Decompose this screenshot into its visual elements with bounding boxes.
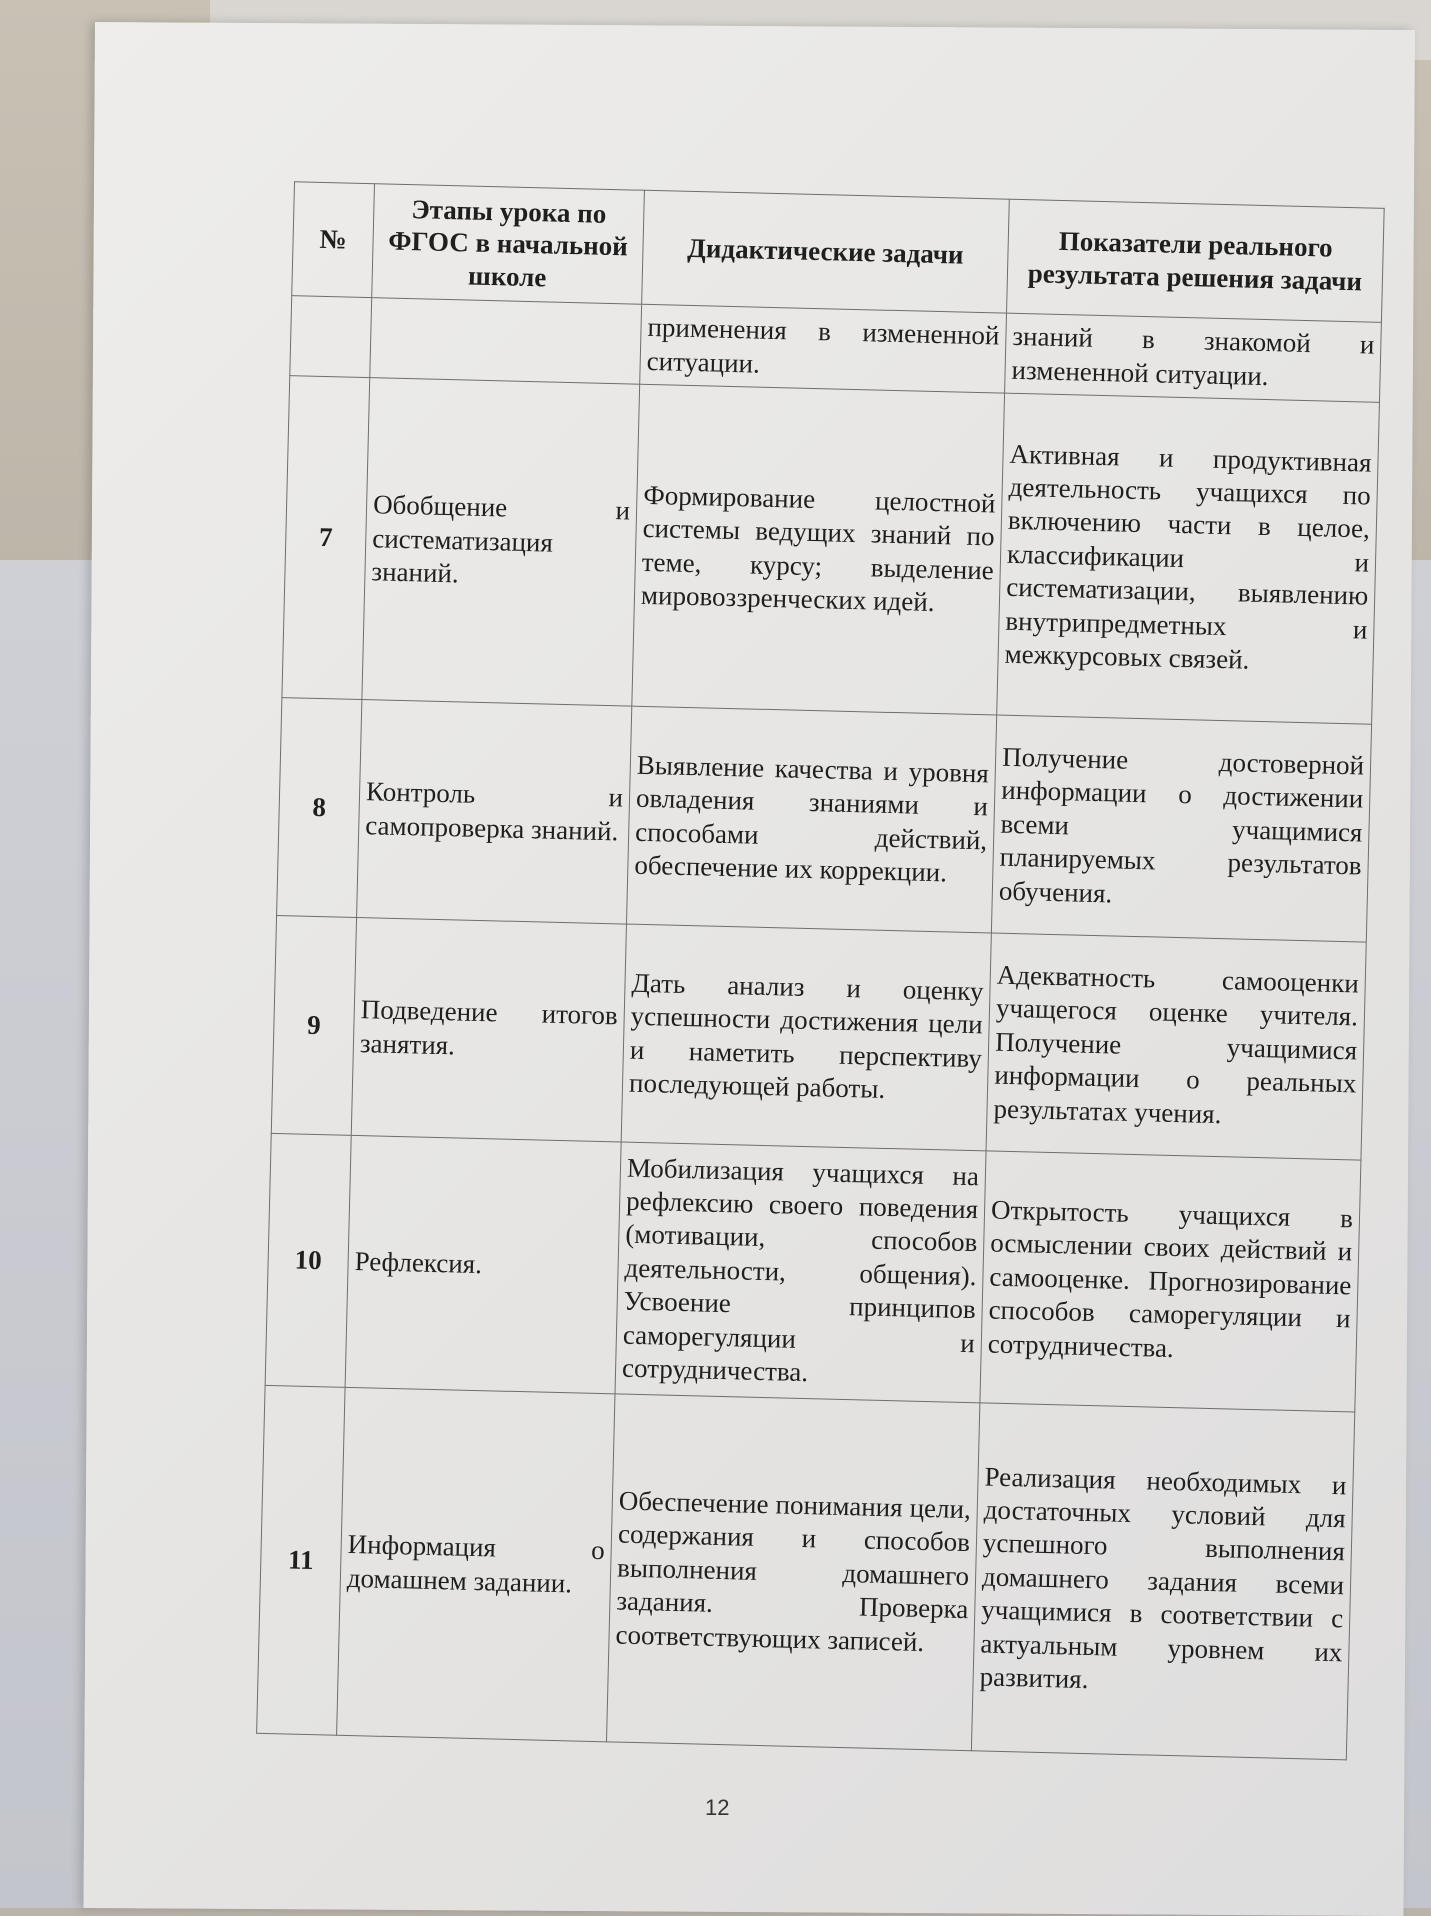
table-row [277,698,1372,943]
header-number: № [292,182,375,298]
header-stage: Этапы урока по ФГОС в начальной школе [372,184,645,305]
row-stage: Контроль и самопроверка знаний. [357,700,632,925]
row-indicators: Адекватность самооценки учащегося оценке учителя. Получение учащимися информации о реальных результатах учения. [986,933,1366,1160]
row-stage: Подведение итогов занятия. [351,918,626,1143]
page-number: 12 [705,1795,730,1820]
row-indicators: Активная и продуктивная деятельность учащихся по включению части в целое, классификации и систематизации, выявлению внутрипредметных и межкурсовых связей. [997,393,1380,724]
row-tasks: применения в измененной ситуации. [640,304,1007,393]
row-number [290,296,372,378]
row-indicators: Открытость учащихся в осмыслении своих действий и самооценке. Прогнозирование способов саморегуляции и сотрудничества. [980,1151,1361,1412]
lesson-stages-table-wrap [256,181,1384,1760]
row-number: 11 [257,1386,345,1736]
row-tasks: Выявление качества и уровня овладения знаниями и способами действий, обеспечение их коррекции. [626,706,996,933]
row-number: 10 [265,1134,351,1388]
row-tasks: Мобилизация учащихся на рефлексию своего поведения (мотивации, способов деятельности, общения). Усвоение принципов саморегуляции и сотрудничества. [615,1142,986,1403]
lesson-stages-table [256,181,1385,1760]
table-row [271,916,1366,1161]
row-indicators: Получение достоверной информации о достижении всеми учащимися планируемых результатов обучения. [991,715,1371,942]
row-tasks: Дать анализ и оценку успешности достижения цели и наметить перспективу последующей работы. [621,924,991,1151]
table-row [265,1134,1361,1413]
header-tasks: Дидактические задачи [642,190,1010,313]
row-stage [370,298,642,385]
row-indicators: Реализация необходимых и достаточных условий для успешного выполнения домашнего задания всеми учащимися в соответствии с актуальным уровнем их развития. [971,1403,1354,1760]
header-indicators: Показатели реального результата решения задачи [1007,199,1385,322]
row-stage: Рефлексия. [345,1136,621,1395]
document-page [83,22,1414,1916]
row-stage: Обобщение и систематизация знаний. [362,378,640,707]
row-tasks: Обеспечение понимания цели, содержания и способов выполнения домашнего задания. Проверка соответствующих записей. [606,1394,979,1751]
row-indicators: знаний в знакомой и измененной ситуации. [1005,313,1382,402]
row-number: 7 [282,376,370,700]
row-stage: Информация о домашнем задании. [337,1387,615,1741]
table-row [257,1386,1355,1761]
row-tasks: Формирование целостной системы ведущих знаний по теме, курсу; выделение мировоззренческих идей. [632,384,1005,715]
row-number: 9 [271,916,356,1136]
table-row [282,376,1380,725]
row-number: 8 [277,698,362,918]
